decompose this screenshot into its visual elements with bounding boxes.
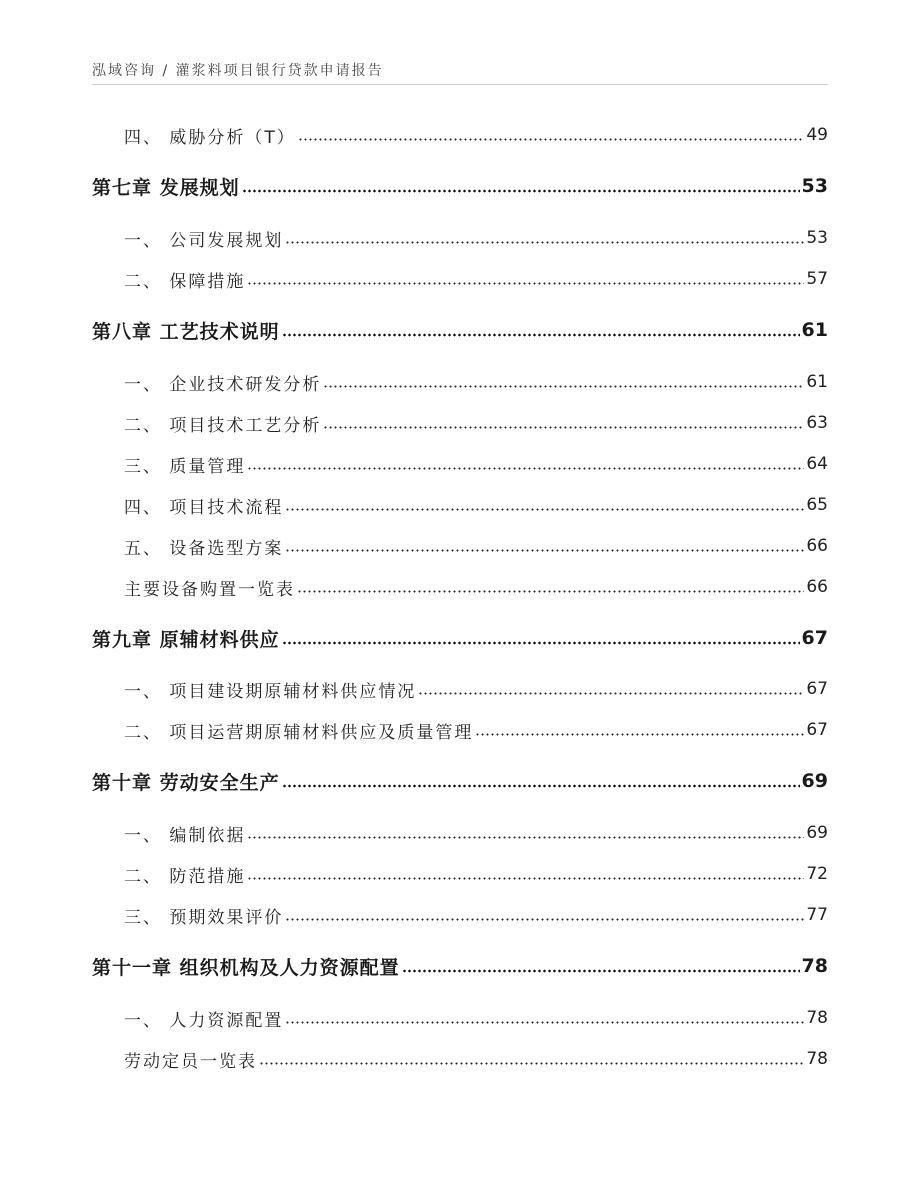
toc-entry[interactable]	[92, 677, 828, 701]
toc-leader-dots	[259, 1062, 804, 1065]
toc-chapter-page: 69	[801, 770, 828, 792]
toc-entry[interactable]	[92, 575, 828, 599]
toc-chapter[interactable]	[92, 626, 828, 650]
toc-chapter-label: 第七章 发展规划	[92, 176, 240, 199]
toc-leader-dots	[418, 692, 804, 695]
toc-leader-dots	[298, 138, 805, 141]
toc-leader-dots	[285, 549, 804, 552]
toc-entry[interactable]	[92, 370, 828, 394]
toc-entry-label: 二、 项目运营期原辅材料供应及质量管理	[124, 722, 474, 743]
toc-leader-dots	[285, 1021, 804, 1024]
toc-entry-label: 三、 质量管理	[124, 456, 246, 477]
toc-entry[interactable]	[92, 862, 828, 886]
toc-leader-dots	[285, 241, 804, 244]
toc-entry[interactable]	[92, 821, 828, 845]
toc-chapter-label: 第八章 工艺技术说明	[92, 320, 280, 343]
toc-leader-dots	[282, 641, 800, 645]
toc-entry-page: 69	[806, 823, 828, 843]
toc-entry-page: 53	[806, 228, 828, 248]
toc-entry-label: 劳动定员一览表	[124, 1051, 257, 1072]
toc-leader-dots	[247, 836, 804, 839]
toc-chapter-label: 第九章 原辅材料供应	[92, 628, 280, 651]
toc-entry-page: 78	[806, 1049, 828, 1069]
toc-entry[interactable]	[92, 1047, 828, 1071]
toc-entry-label: 主要设备购置一览表	[124, 579, 295, 600]
toc-entry-label: 二、 保障措施	[124, 271, 246, 292]
toc-entry-page: 72	[806, 864, 828, 884]
toc-leader-dots	[323, 385, 804, 388]
toc-entry-label: 二、 防范措施	[124, 866, 246, 887]
toc-entry-page: 57	[806, 269, 828, 289]
toc-chapter-label: 第十一章 组织机构及人力资源配置	[92, 956, 400, 979]
toc-chapter-page: 61	[801, 319, 828, 341]
toc-entry-page: 64	[806, 454, 828, 474]
toc-entry-page: 67	[806, 679, 828, 699]
toc-entry[interactable]	[92, 452, 828, 476]
toc-entry[interactable]	[92, 123, 828, 147]
toc-chapter[interactable]	[92, 954, 828, 978]
toc-entry-label: 四、 项目技术流程	[124, 497, 284, 518]
toc-entry-page: 67	[806, 720, 828, 740]
toc-entry-page: 66	[806, 577, 828, 597]
toc-chapter-label: 第十章 劳动安全生产	[92, 771, 280, 794]
toc-entry-label: 四、 威胁分析（T）	[124, 127, 296, 148]
toc-entry-label: 二、 项目技术工艺分析	[124, 415, 322, 436]
header-rule	[92, 84, 828, 85]
toc-entry[interactable]	[92, 411, 828, 435]
toc-entry-label: 三、 预期效果评价	[124, 907, 284, 928]
running-header: 泓域咨询 / 灌浆料项目银行贷款申请报告	[92, 63, 384, 79]
toc-entry[interactable]	[92, 267, 828, 291]
toc-leader-dots	[247, 282, 804, 285]
toc-leader-dots	[297, 590, 804, 593]
toc-chapter[interactable]	[92, 769, 828, 793]
toc-chapter-page: 78	[801, 955, 828, 977]
toc-entry[interactable]	[92, 534, 828, 558]
toc-leader-dots	[285, 918, 804, 921]
toc-leader-dots	[247, 467, 804, 470]
toc-entry-label: 一、 项目建设期原辅材料供应情况	[124, 681, 417, 702]
toc-entry-page: 66	[806, 536, 828, 556]
toc-entry-page: 77	[806, 905, 828, 925]
toc-entry-label: 一、 人力资源配置	[124, 1010, 284, 1031]
toc-entry[interactable]	[92, 718, 828, 742]
toc-leader-dots	[402, 969, 800, 973]
toc-leader-dots	[242, 189, 800, 193]
toc-entry[interactable]	[92, 903, 828, 927]
toc-leader-dots	[282, 784, 800, 788]
toc-entry-page: 78	[806, 1008, 828, 1028]
toc-leader-dots	[285, 508, 804, 511]
toc-entry-label: 一、 编制依据	[124, 825, 246, 846]
toc-entry[interactable]	[92, 1006, 828, 1030]
toc-entry-page: 61	[806, 372, 828, 392]
toc-entry-page: 65	[806, 495, 828, 515]
toc-leader-dots	[323, 426, 804, 429]
toc-entry-page: 49	[806, 125, 828, 145]
toc-entry-label: 一、 公司发展规划	[124, 230, 284, 251]
toc-leader-dots	[475, 733, 804, 736]
toc-chapter-page: 67	[801, 627, 828, 649]
toc-chapter-page: 53	[801, 175, 828, 197]
toc-leader-dots	[282, 333, 800, 337]
toc-chapter[interactable]	[92, 174, 828, 198]
toc-entry[interactable]	[92, 226, 828, 250]
toc-entry-label: 五、 设备选型方案	[124, 538, 284, 559]
toc-entry[interactable]	[92, 493, 828, 517]
toc-entry-page: 63	[806, 413, 828, 433]
toc-chapter[interactable]	[92, 318, 828, 342]
toc-leader-dots	[247, 877, 804, 880]
toc-entry-label: 一、 企业技术研发分析	[124, 374, 322, 395]
